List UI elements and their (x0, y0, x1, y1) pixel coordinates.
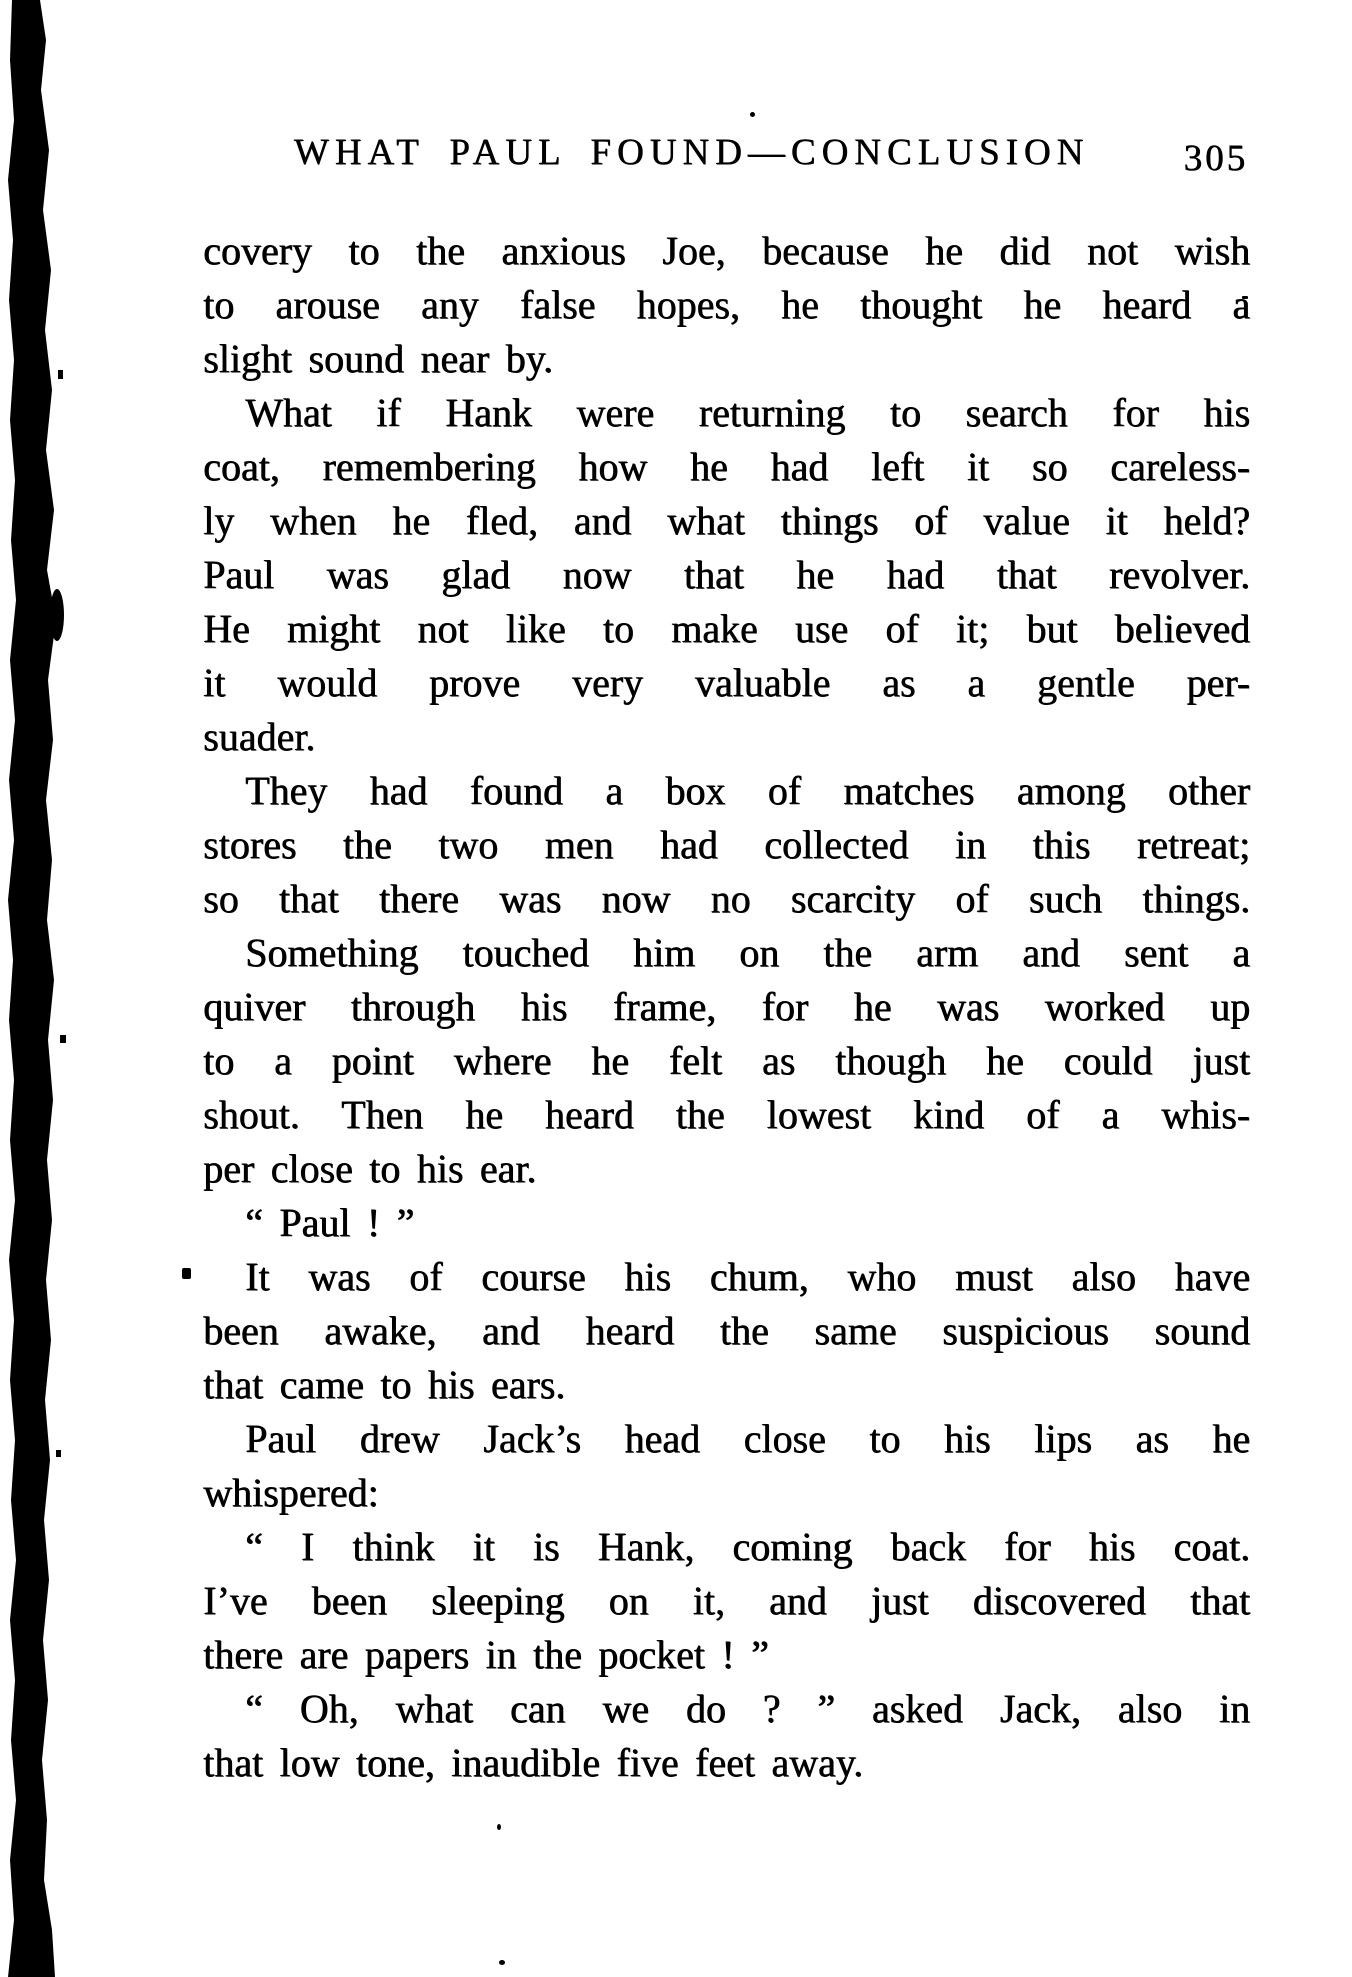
text-line: been awake, and heard the same suspicious sound (203, 1308, 1250, 1353)
text-line: “ Paul ! ” (245, 1200, 415, 1245)
text-line: shout. Then he heard the lowest kind of a whis- (203, 1092, 1250, 1137)
text-line: stores the two men had collected in this retreat; (203, 822, 1250, 867)
text-line: there are papers in the pocket ! ” (203, 1632, 769, 1677)
text-line: that came to his ears. (203, 1362, 566, 1407)
text-line: I’ve been sleeping on it, and just discovered that (203, 1578, 1250, 1623)
text-line: per close to his ear. (203, 1146, 537, 1191)
scan-speck (182, 1268, 191, 1279)
page-text (203, 224, 1250, 1790)
text-line: slight sound near by. (203, 336, 553, 381)
text-line: it would prove very valuable as a gentle per- (203, 660, 1250, 705)
text-line: to arouse any false hopes, he thought he heard a (203, 282, 1250, 327)
text-line: that low tone, inaudible five feet away. (203, 1740, 864, 1785)
scan-speck (750, 112, 755, 117)
text-line: so that there was now no scarcity of such things. (203, 876, 1250, 921)
text-line: It was of course his chum, who must also have (245, 1254, 1250, 1299)
text-line: to a point where he felt as though he could just (203, 1038, 1250, 1083)
text-line: quiver through his frame, for he was worked up (203, 984, 1250, 1029)
text-line: They had found a box of matches among other (245, 768, 1250, 813)
text-line: Paul was glad now that he had that revolver. (203, 552, 1250, 597)
text-line: coat, remembering how he had left it so careless- (203, 444, 1250, 489)
text-line: He might not like to make use of it; but believed (203, 606, 1250, 651)
text-line: whispered: (203, 1470, 379, 1515)
text-line: Something touched him on the arm and sent a (245, 930, 1250, 975)
text-line: What if Hank were returning to search for his (245, 390, 1250, 435)
page-header (203, 128, 1250, 179)
text-line: “ Oh, what can we do ? ” asked Jack, also in (245, 1686, 1250, 1731)
scan-speck (499, 1960, 505, 1965)
page-number: 305 (1183, 138, 1248, 179)
scan-gutter-artifact (0, 0, 80, 1977)
text-line: covery to the anxious Joe, because he did not wish (203, 228, 1250, 273)
text-line: “ I think it is Hank, coming back for his coat. (245, 1524, 1250, 1569)
text-line: suader. (203, 714, 316, 759)
chapter-title: WHAT PAUL FOUND—CONCLUSION (293, 132, 1090, 173)
text-line: Paul drew Jack’s head close to his lips as he (245, 1416, 1250, 1461)
scan-speck (497, 1824, 501, 1830)
text-line: ly when he fled, and what things of value it held? (203, 498, 1250, 543)
